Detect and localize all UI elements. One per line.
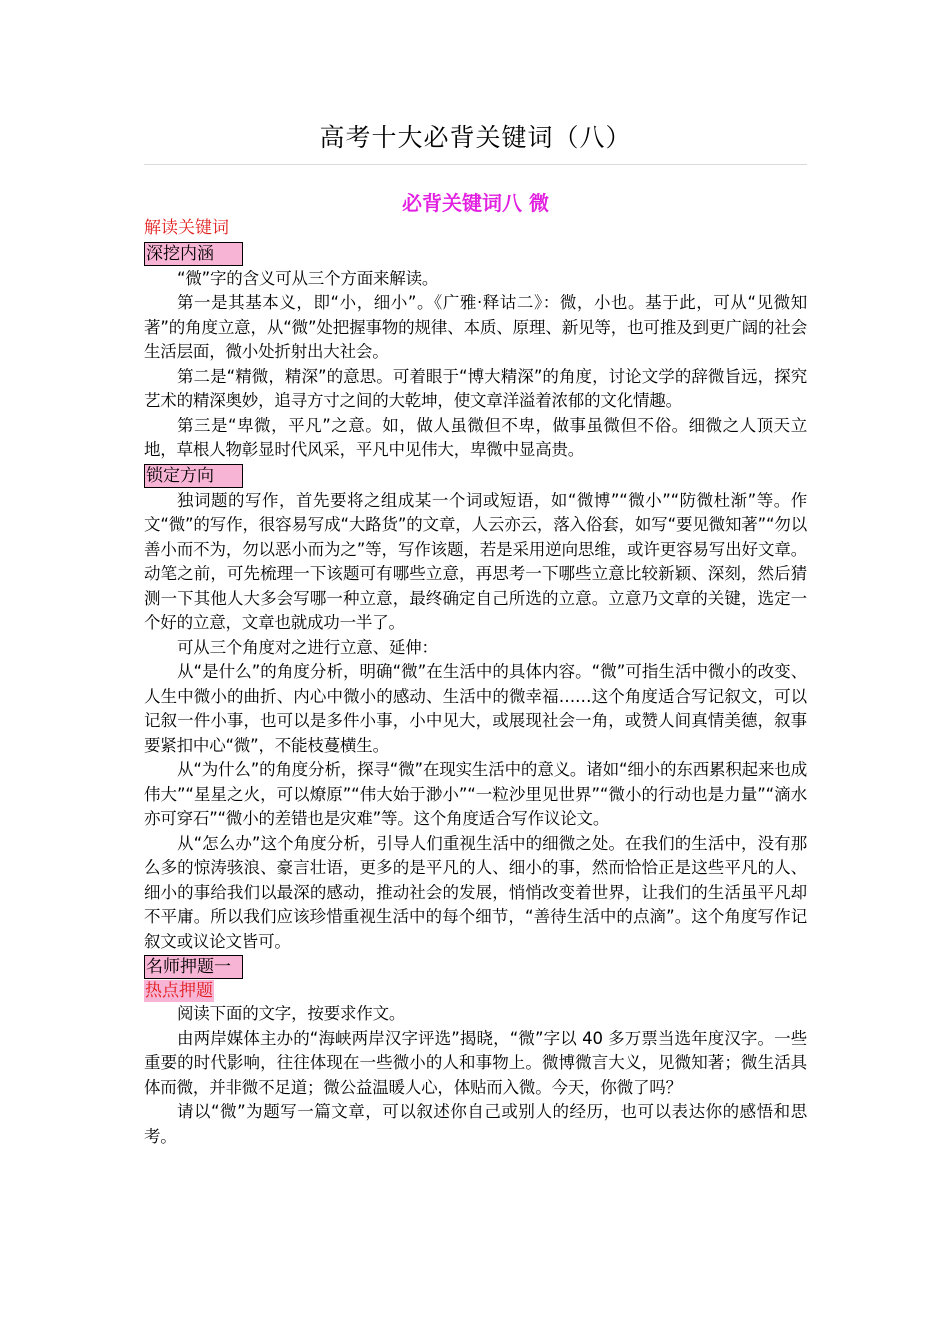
heading-interpret: 解读关键词 [144,218,229,238]
paragraph-third-meaning: 第三是“卑微，平凡”之意。如，做人虽微但不卑，做事虽微但不俗。细微之人顶天立地，草根人物彰显时代风采，平凡中见伟大，卑微中显高贵。 [144,415,807,459]
tag-teacher-prediction: 名师押题一 [144,955,243,979]
paragraph-direction-5: 从“怎么办”这个角度分析，引导人们重视生活中的细微之处。在我们的生活中，没有那么多的惊涛骇浪、豪言壮语，更多的是平凡的人、细小的事，然而恰恰正是这些平凡的人、细小的事给我们以最深的感动，推动社会的发展，悄悄改变着世界，让我们的生活虽平凡却不平庸。所以我们应该珍惜重视生活中的每个细节，“善待生活中的点滴”。这个角度写作记叙文或议论文皆可。 [144,833,807,951]
hot-topic-label: 热点押题 [145,981,213,1001]
paragraph-task-1: 阅读下面的文字，按要求作文。 [177,1004,406,1023]
tag-lock-direction: 锁定方向 [144,464,243,488]
paragraph-direction-2: 可从三个角度对之进行立意、延伸： [177,637,438,657]
tag-deep-meaning: 深挖内涵 [144,242,243,266]
section-title: 必背关键词八 微 [402,191,549,215]
document-body [144,216,807,1149]
title-divider [144,164,807,165]
paragraph-task-3: 请以“微”为题写一篇文章，可以叙述你自己或别人的经历，也可以表达你的感悟和思考。 [144,1102,807,1146]
paragraph-intro: “微”字的含义可从三个方面来解读。 [177,268,439,288]
paragraph-second-meaning: 第二是“精微，精深”的意思。可着眼于“博大精深”的角度，讨论文学的辞微旨远，探究艺术的精深奥妙，追寻方寸之间的大乾坤，使文章洋溢着浓郁的文化情趣。 [144,366,807,410]
document-title: 高考十大必背关键词（八） [319,123,632,152]
paragraph-direction-1: 独词题的写作，首先要将之组成某一个词或短语，如“微博”“微小”“防微杜渐”等。作文“微”的写作，很容易写成“大路货”的文章，人云亦云，落入俗套，如写“要见微知著”“勿以善小而不为，勿以恶小而为之”等，写作该题，若是采用逆向思维，或许更容易写出好文章。动笔之前，可先梳理一下该题可有哪些立意，再思考一下哪些立意比较新颖、深刻，然后猜测一下其他人大多会写哪一种立意，最终确定自己所选的立意。立意乃文章的关键，选定一个好的立意，文章也就成功一半了。 [144,490,807,632]
paragraph-direction-4: 从“为什么”的角度分析，探寻“微”在现实生活中的意义。诸如“细小的东西累积起来也成伟大”“星星之火，可以燎原”“伟大始于渺小”“一粒沙里见世界”“微小的行动也是力量”“滴水亦可穿石”“微小的差错也是灾难”等。这个角度适合写作议论文。 [144,760,807,828]
paragraph-task-2: 由两岸媒体主办的“海峡两岸汉字评选”揭晓，“微”字以 40 多万票当选年度汉字。一些重要的时代影响，往往体现在一些微小的人和事物上。微博微言大义，见微知著；微生活具体而微，并非微不足道；微公益温暖人心，体贴而入微。今天，你微了吗？ [144,1028,807,1097]
paragraph-direction-3: 从“是什么”的角度分析，明确“微”在生活中的具体内容。“微”可指生活中微小的改变、人生中微小的曲折、内心中微小的感动、生活中的微幸福……这个角度适合写记叙文，可以记叙一件小事，也可以是多件小事，小中见大，或展现社会一角，或赞人间真情美德，叙事要紧扣中心“微”，不能枝蔓横生。 [144,662,807,755]
paragraph-first-meaning: 第一是其基本义，即“小，细小”。《广雅·释诂二》：微，小也。基于此，可从“见微知著”的角度立意，从“微”处把握事物的规律、本质、原理、新见等，也可推及到更广阔的社会生活层面，微小处折射出大社会。 [144,293,807,361]
